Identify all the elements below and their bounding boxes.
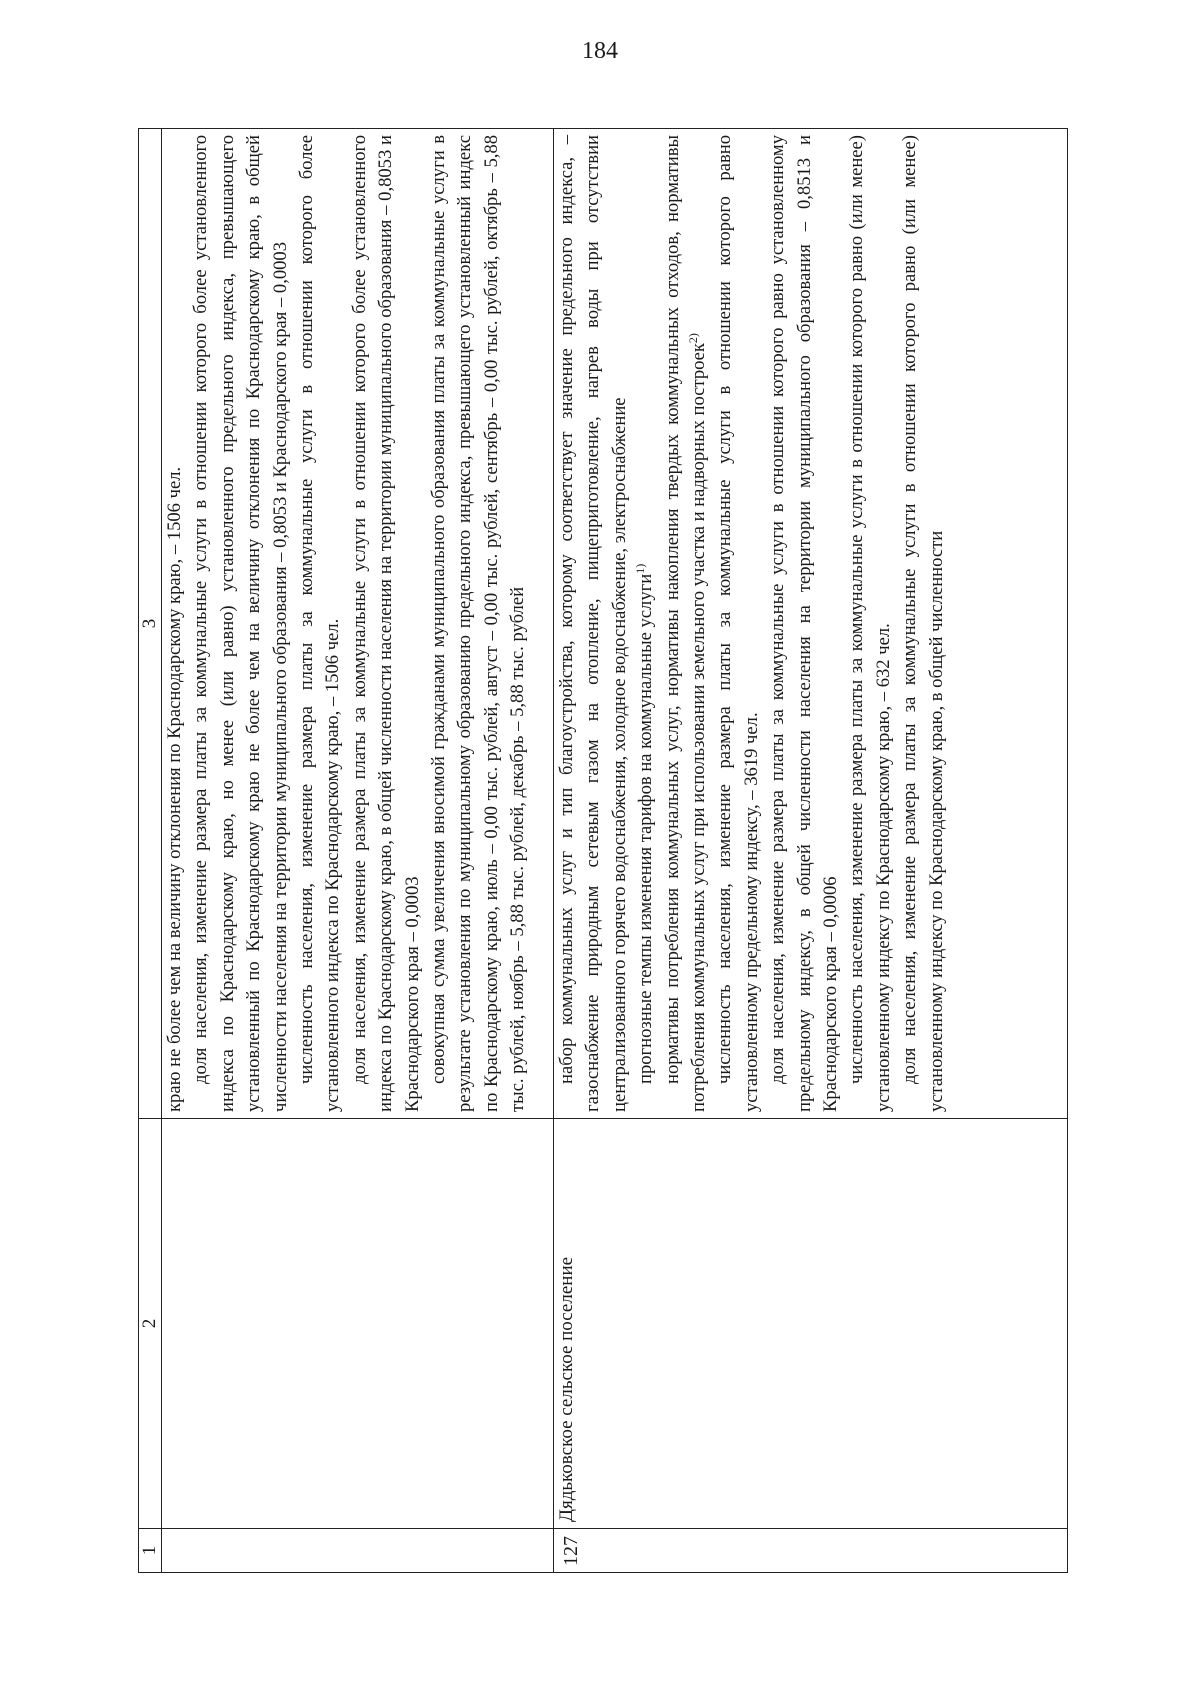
paragraph [188,135,294,1112]
row-number [162,1529,554,1573]
paragraph [633,135,659,1112]
header-cell-3: 3 [139,129,162,1119]
paragraph-text: совокупная сумма увеличения вносимой гражданами муниципального образования платы за коммунальные услуги в результате установления по муниципальному образованию предельного индекса, превышающего установленный индекс по Краснодарскому краю, июль – 0,00 тыс. рублей, август – 0,00 тыс. рублей, сентябрь – 0,00 тыс. рублей, октябрь – 5,88 тыс. рублей, ноябрь – 5,88 тыс. рублей, декабрь – 5,88 тыс. рублей [428,135,529,1112]
data-table [138,128,1068,1573]
table-row [554,129,1068,1573]
paragraph [294,135,347,1112]
table-header-row [139,129,162,1573]
paragraph-text: численность населения, изменение размера платы за коммунальные услуги в отношении которого равно установленному предельному индексу, – 3619 чел. [714,135,762,1112]
paragraph [660,135,713,1112]
rotated-table-container [138,128,1068,1573]
paragraph [712,135,765,1112]
paragraph-text: набор коммунальных услуг и тип благоустройства, которому соответствует значение предельного индекса, – газоснабжение природным сетевым газом на отопление, пищеприготовление, нагрев воды при отсутствии централизованного горячего водоснабжения, холодное водоснабжение, электроснабжение [556,135,630,1112]
paragraph-text: нормативы потребления коммунальных услуг, нормативы накопления твердых коммунальных отходов, нормативы потребления коммунальных услуг при использовании земельного участка и надворных построек [661,135,710,1112]
paragraph [897,135,950,1112]
paragraph-text: доля населения, изменение размера платы за коммунальные услуги в отношении которого более установленного индекса по Краснодарскому краю, в общей численности населения на территории муниципального образования – 0,8053 и Краснодарского края – 0,0003 [348,135,423,1112]
row-description [162,129,554,1119]
footnote-marker: 1) [633,563,648,574]
paragraph-text: прогнозные темпы изменения тарифов на коммунальные услуги [635,573,657,1084]
footnote-marker: 2) [685,333,700,344]
settlement-name [162,1119,554,1529]
paragraph-text: доля населения, изменение размера платы за коммунальные услуги в отношении которого равно (или менее) установленному индексу по Краснодарскому краю, в общей численности [899,135,947,1112]
header-cell-1: 1 [139,1529,162,1573]
paragraph [347,135,426,1112]
row-number: 127 [554,1529,1068,1573]
paragraph-text: краю не более чем на величину отклонения по Краснодарскому краю, – 1506 чел. [164,466,185,1112]
paragraph [844,135,897,1112]
settlement-name: Дядьковское сельское поселение [554,1119,1068,1529]
header-cell-2: 2 [139,1119,162,1529]
paragraph [554,135,633,1112]
paragraph [426,135,532,1112]
page-number: 184 [582,38,618,64]
paragraph-text: численность населения, изменение размера платы за коммунальные услуги в отношении которого более установленного индекса по Краснодарскому краю, – 1506 чел. [296,135,344,1112]
table-row [162,129,554,1573]
paragraph-text: доля населения, изменение размера платы за коммунальные услуги в отношении которого равно установленному предельному индексу, в общей численности населения на территории муниципального образования – 0,8513 и Краснодарского края – 0,0006 [767,135,842,1112]
row-description [554,129,1068,1119]
paragraph-text: доля населения, изменение размера платы за коммунальные услуги в отношении которого более установленного индекса по Краснодарскому краю, но менее (или равно) установленного предельного индекса, превышающего установленный по Краснодарскому краю не более чем на величину отклонения по Краснодарскому краю, в общей численности населения на территории муниципального образования – 0,8053 и Краснодарского края – 0,0003 [190,135,291,1112]
paragraph-text: численность населения, изменение размера платы за коммунальные услуги в отношении которого равно (или менее) установленному индексу по Краснодарскому краю, – 632 чел. [846,135,894,1112]
paragraph [162,135,188,1112]
paragraph [765,135,844,1112]
